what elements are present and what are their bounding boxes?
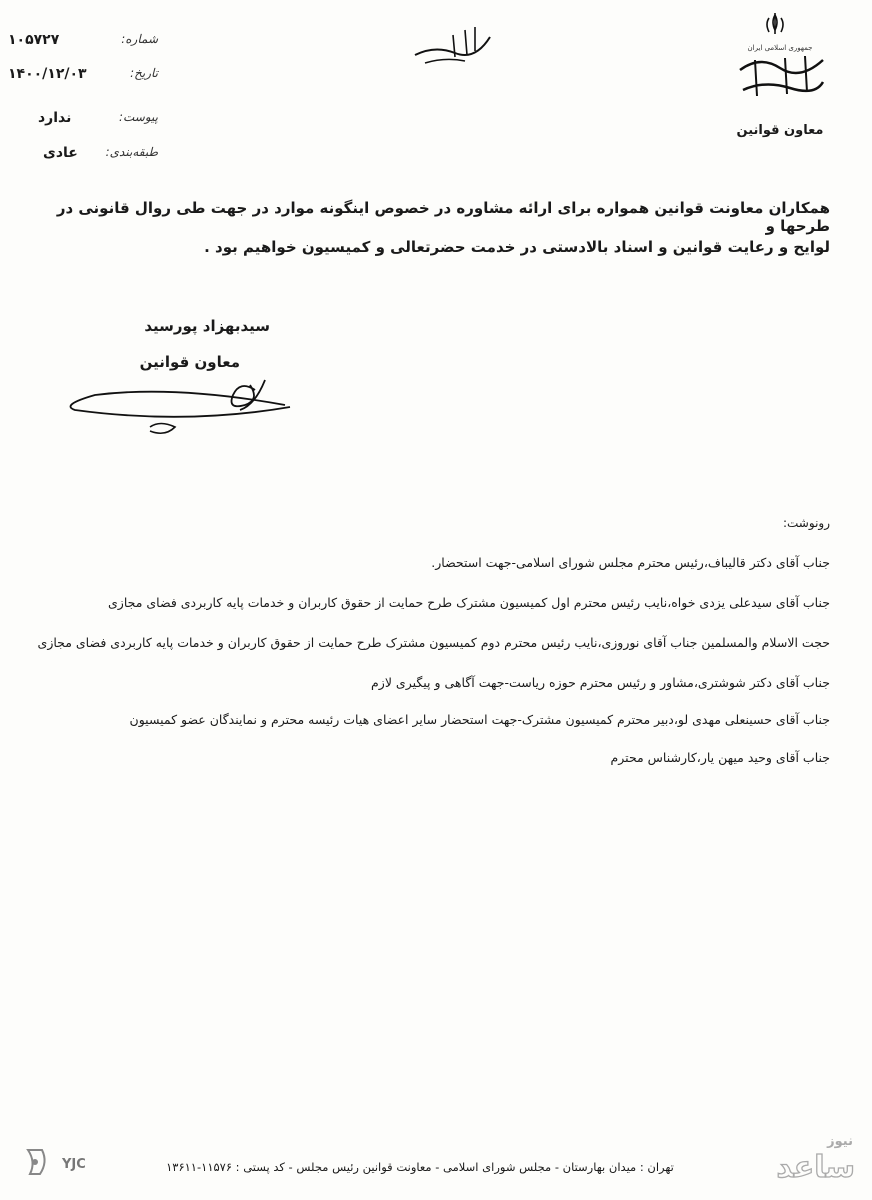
yjc-text: YJC xyxy=(62,1157,86,1172)
date-value: ۱۴۰۰/۱۲/۰۳ xyxy=(8,66,87,82)
classification-value: عادی xyxy=(43,145,78,161)
org-name-small: جمهوری اسلامی ایران xyxy=(747,44,813,52)
handwritten-signature xyxy=(55,365,295,445)
classification-row xyxy=(8,145,158,171)
classification-label: طبقه‌بندی: xyxy=(105,145,158,159)
saaed-news-watermark xyxy=(745,1125,860,1190)
parliament-logo xyxy=(735,10,825,110)
cc-item: جناب آقای حسینعلی مهدی لو،دبیر محترم کمیسیون مشترک-جهت استحضار سایر اعضای هیات رئیسه محترم و نمایندگان عضو کمیسیون xyxy=(129,712,830,727)
signatory-name: سیدبهزاد پورسید xyxy=(144,317,270,335)
number-value: ۱۰۵۷۲۷ xyxy=(8,32,60,48)
cc-item: جناب آقای وحید میهن یار،کارشناس محترم xyxy=(610,750,830,765)
saaed-text: ساعد xyxy=(776,1150,855,1185)
cc-title: رونوشت: xyxy=(782,516,830,530)
cc-item: جناب آقای دکتر قالیباف،رئیس محترم مجلس شورای اسلامی-جهت استحضار. xyxy=(431,555,830,570)
cc-item: حجت الاسلام والمسلمین جناب آقای نوروزی،نایب رئیس محترم دوم کمیسیون مشترک طرح حمایت از حقوق کاربران و خدمات پایه کاربردی فضای مجازی xyxy=(37,635,830,650)
body-line-1: همکاران معاونت قوانین همواره برای ارائه مشاوره در خصوص اینگونه موارد در جهت طی روال قانونی در طرحها و xyxy=(56,199,830,235)
date-label: تاریخ: xyxy=(130,66,158,80)
body-line-2: لوایح و رعایت قوانین و اسناد بالادستی در خدمت حضرتعالی و کمیسیون خواهیم بود . xyxy=(204,238,830,256)
footer-address: تهران : میدان بهارستان - مجلس شورای اسلامی - معاونت قوانین رئیس مجلس - کد پستی : ۱۱۵۷۶-۱۳۶۱۱ xyxy=(166,1160,674,1174)
attachment-row xyxy=(8,110,158,136)
attachment-label: پیوست: xyxy=(118,110,158,124)
cc-item: جناب آقای دکتر شوشتری،مشاور و رئیس محترم حوزه ریاست-جهت آگاهی و پیگیری لازم xyxy=(371,675,830,690)
cc-item: جناب آقای سیدعلی یزدی خواه،نایب رئیس محترم اول کمیسیون مشترک طرح حمایت از حقوق کاربران و خدمات پایه کاربردی فضای مجازی xyxy=(108,595,830,610)
signatory-title: معاون قوانین xyxy=(139,353,240,371)
number-label: شماره: xyxy=(121,32,158,46)
attachment-value: ندارد xyxy=(38,110,72,126)
yjc-watermark xyxy=(20,1142,110,1182)
date-row xyxy=(8,66,158,92)
bismillah-calligraphy xyxy=(405,15,495,75)
org-dept: معاون قوانین xyxy=(736,123,824,138)
number-row xyxy=(8,32,158,58)
saaed-news-small: نیوز xyxy=(827,1134,853,1149)
